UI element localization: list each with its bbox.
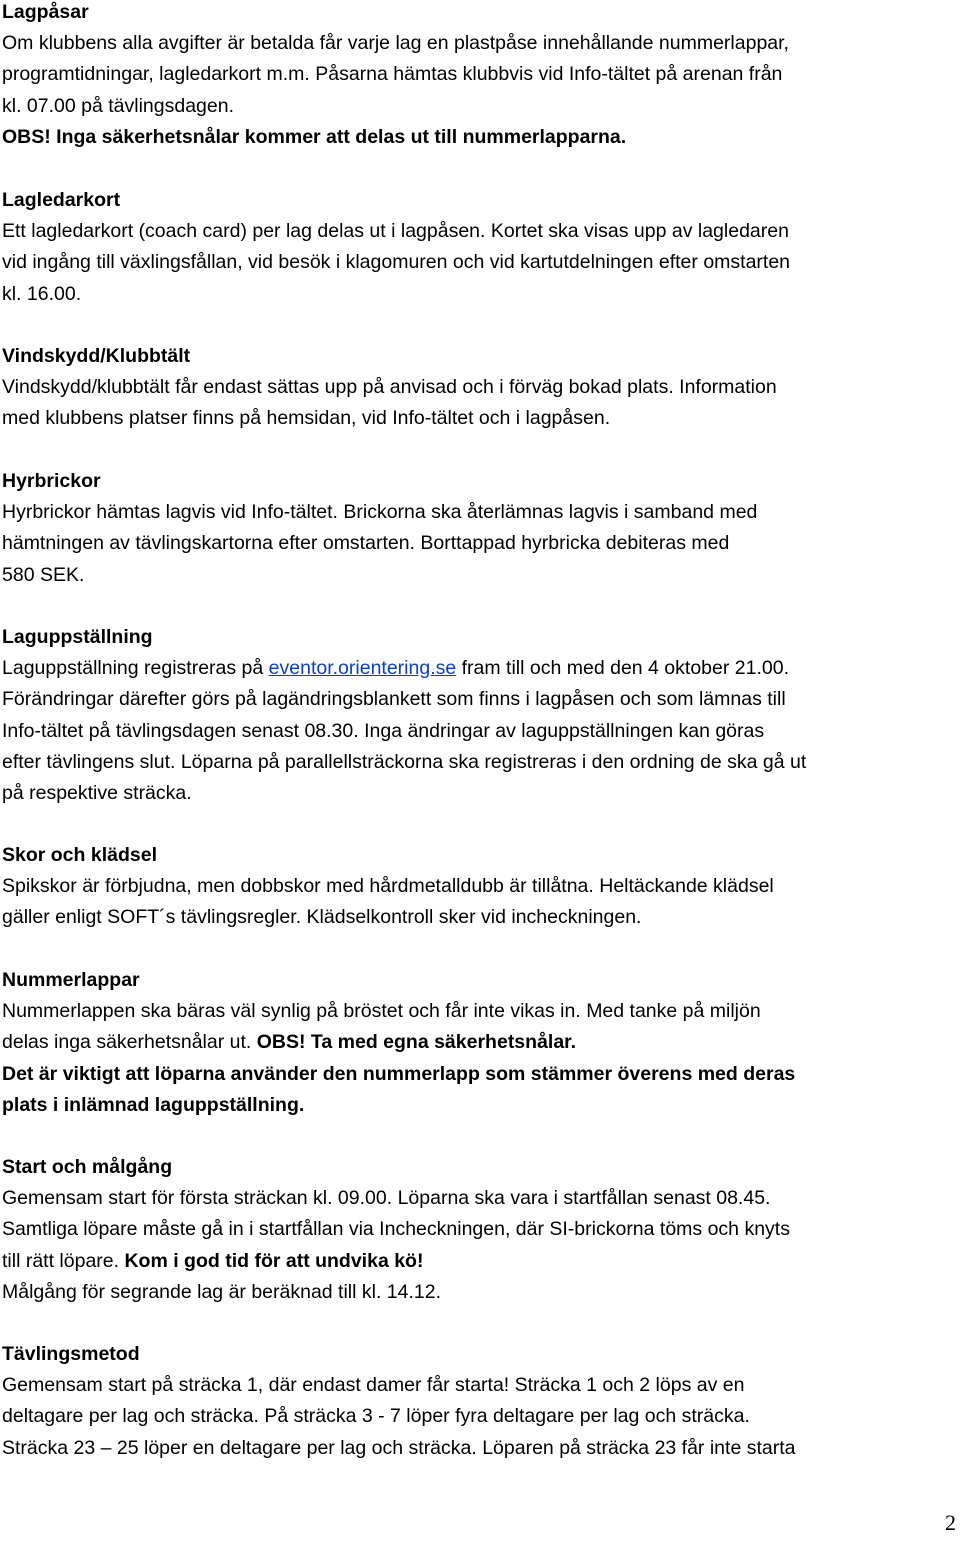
- paragraph-line: med klubbens platser finns på hemsidan, vid Info-tältet och i lagpåsen.: [2, 407, 611, 430]
- section-heading: Start och målgång: [2, 1156, 173, 1178]
- section-lagpasar: [2, 0, 958, 153]
- paragraph-line: Om klubbens alla avgifter är betalda får varje lag en plastpåse innehållande nummerlappar,: [2, 32, 789, 55]
- section-hyrbrickor: [2, 466, 958, 591]
- paragraph-line: hämtningen av tävlingskartorna efter omstarten. Borttappad hyrbricka debiteras med: [2, 532, 730, 555]
- text-run: delas inga säkerhetsnålar ut.: [2, 1031, 257, 1054]
- paragraph-line: kl. 16.00.: [2, 282, 82, 305]
- section-tavlingsmetod: [2, 1339, 958, 1464]
- section-laguppstallning: [2, 622, 958, 809]
- text-run: till rätt löpare.: [2, 1249, 125, 1272]
- text-run: Laguppställning registreras på: [2, 657, 269, 680]
- paragraph-line: deltagare per lag och sträcka. På sträcka 3 - 7 löper fyra deltagare per lag och sträcka.: [2, 1405, 750, 1428]
- paragraph-line: Förändringar därefter görs på lagändringsblankett som finns i lagpåsen och som lämnas till: [2, 688, 786, 711]
- bold-paragraph-line: plats i inlämnad laguppställning.: [2, 1093, 305, 1116]
- section-heading: Skor och klädsel: [2, 844, 157, 866]
- obs-notice: OBS! Ta med egna säkerhetsnålar.: [256, 1031, 577, 1054]
- section-skor-och-kladsel: [2, 840, 958, 934]
- section-heading: Lagpåsar: [2, 1, 89, 23]
- section-heading: Nummerlappar: [2, 969, 140, 991]
- paragraph-line: Spikskor är förbjudna, men dobbskor med hårdmetalldubb är tillåtna. Heltäckande klädsel: [2, 875, 774, 898]
- eventor-link[interactable]: eventor.orientering.se: [268, 657, 457, 680]
- bold-paragraph-line: Det är viktigt att löparna använder den nummerlapp som stämmer överens med deras: [2, 1062, 796, 1085]
- text-run: fram till och med den 4 oktober 21.00.: [456, 657, 789, 680]
- section-heading: Hyrbrickor: [2, 470, 101, 492]
- paragraph-line: vid ingång till växlingsfållan, vid besök i klagomuren och vid kartutdelningen efter omstarten: [2, 251, 791, 274]
- paragraph-line: Ett lagledarkort (coach card) per lag delas ut i lagpåsen. Kortet ska visas upp av lagledaren: [2, 220, 789, 243]
- paragraph-line: [2, 1246, 958, 1277]
- section-nummerlappar: [2, 965, 958, 1121]
- paragraph-line: Nummerlappen ska bäras väl synlig på bröstet och får inte vikas in. Med tanke på miljön: [2, 1000, 761, 1023]
- paragraph-line: efter tävlingens slut. Löparna på parallellsträckorna ska registreras i den ordning de ska gå ut: [2, 750, 807, 773]
- bold-text-run: Kom i god tid för att undvika kö!: [124, 1249, 424, 1272]
- section-lagledarkort: [2, 185, 958, 310]
- section-vindskydd: [2, 341, 958, 435]
- page-number: 2: [945, 1510, 956, 1535]
- paragraph-line: på respektive sträcka.: [2, 782, 192, 805]
- paragraph-line: [2, 1027, 958, 1058]
- paragraph-line: gäller enligt SOFT´s tävlingsregler. Klädselkontroll sker vid incheckningen.: [2, 906, 642, 929]
- paragraph-line: Hyrbrickor hämtas lagvis vid Info-tältet. Brickorna ska återlämnas lagvis i samband med: [2, 501, 758, 524]
- paragraph-line: Målgång för segrande lag är beräknad till kl. 14.12.: [2, 1280, 442, 1303]
- paragraph-line: programtidningar, lagledarkort m.m. Påsarna hämtas klubbvis vid Info-tältet på arenan från: [2, 63, 783, 86]
- paragraph-line: 580 SEK.: [2, 563, 85, 586]
- section-start-och-malgang: [2, 1152, 958, 1308]
- section-heading: Vindskydd/Klubbtält: [2, 345, 191, 367]
- section-heading: Laguppställning: [2, 626, 153, 648]
- section-heading: Tävlingsmetod: [2, 1343, 140, 1365]
- obs-notice: OBS! Inga säkerhetsnålar kommer att delas ut till nummerlapparna.: [2, 125, 627, 148]
- section-heading: Lagledarkort: [2, 189, 121, 211]
- paragraph-line: Sträcka 23 – 25 löper en deltagare per lag och sträcka. Löparen på sträcka 23 får inte starta: [2, 1436, 796, 1459]
- paragraph-line: Gemensam start på sträcka 1, där endast damer får starta! Sträcka 1 och 2 löps av en: [2, 1374, 745, 1397]
- paragraph-line: kl. 07.00 på tävlingsdagen.: [2, 94, 235, 117]
- paragraph-line: Vindskydd/klubbtält får endast sättas upp på anvisad och i förväg bokad plats. Information: [2, 376, 777, 399]
- paragraph-line: [2, 653, 958, 684]
- paragraph-line: Info-tältet på tävlingsdagen senast 08.30. Inga ändringar av laguppställningen kan göras: [2, 719, 765, 742]
- paragraph-line: Gemensam start för första sträckan kl. 09.00. Löparna ska vara i startfållan senast 08.45.: [2, 1187, 771, 1210]
- paragraph-line: Samtliga löpare måste gå in i startfållan via Incheckningen, där SI-brickorna töms och knyts: [2, 1218, 790, 1241]
